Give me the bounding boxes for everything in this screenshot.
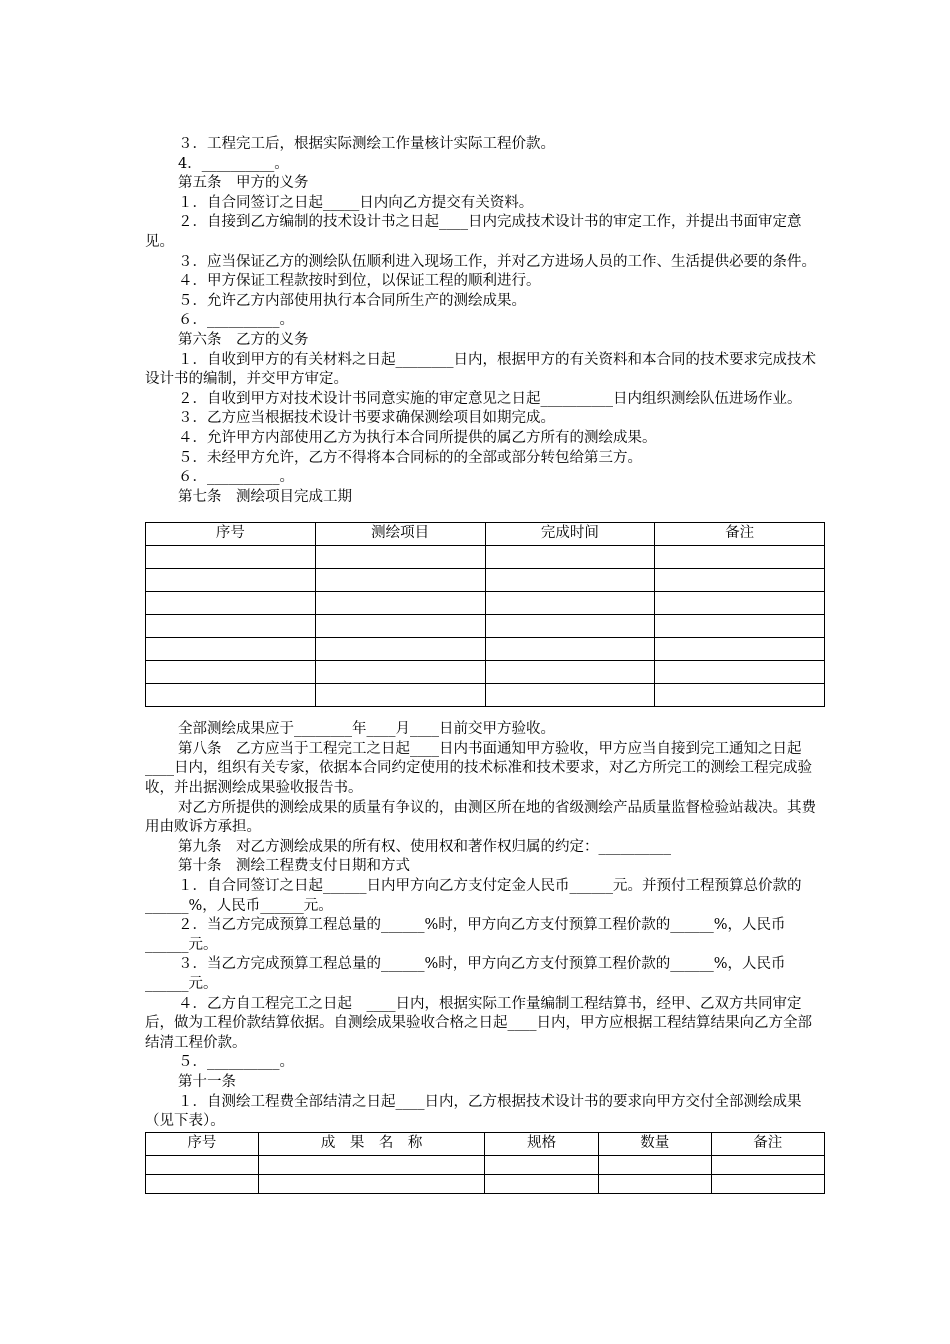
article-heading: 第五条 甲方的义务 xyxy=(178,175,309,192)
table-cell xyxy=(146,546,316,569)
paragraph: 对乙方所提供的测绘成果的质量有争议的，由测区所在地的省级测绘产品质量监督检验站裁决。其费用由败诉方承担。 xyxy=(145,799,816,836)
paragraph: 第八条 乙方应当于工程完工之日起____日内书面通知甲方验收，甲方应当自接到完工通知之日起____日内，组织有关专家，依据本合同约定使用的技术标准和技术要求，对乙方所完工的测绘工程完成验收，并出据测绘成果验收报告书。 xyxy=(145,740,812,797)
deliverables-table xyxy=(145,1132,825,1194)
table-cell xyxy=(485,684,655,707)
table-cell xyxy=(485,1155,598,1174)
paragraph: ６．__________。 xyxy=(178,469,294,486)
paragraph: １．自收到甲方的有关材料之日起________日内，根据甲方的有关资料和本合同的技术要求完成技术设计书的编制，并交甲方审定。 xyxy=(145,351,816,388)
paragraph: ２．自收到甲方对技术设计书同意实施的审定意见之日起__________日内组织测绘队伍进场作业。 xyxy=(178,390,802,407)
table-header-cell: 完成时间 xyxy=(485,523,655,546)
table-cell xyxy=(485,1174,598,1193)
paragraph: ５．允许乙方内部使用执行本合同所生产的测绘成果。 xyxy=(178,292,526,309)
table-header-cell: 数量 xyxy=(598,1132,711,1155)
table-row xyxy=(146,638,825,661)
table-cell xyxy=(315,684,485,707)
table-header-cell: 序号 xyxy=(146,1132,259,1155)
paragraph: ３．工程完工后，根据实际测绘工作量核计实际工程价款。 xyxy=(178,136,555,152)
table-cell xyxy=(146,684,316,707)
table-cell xyxy=(485,569,655,592)
paragraph: ２．当乙方完成预算工程总量的______%时，甲方向乙方支付预算工程价款的______%，人民币______元。 xyxy=(145,917,786,953)
article-heading: 第七条 测绘项目完成工期 xyxy=(178,488,352,505)
table-cell xyxy=(258,1155,485,1174)
paragraph: １．自测绘工程费全部结清之日起____日内，乙方根据技术设计书的要求向甲方交付全部测绘成果（见下表）。 xyxy=(145,1093,802,1130)
paragraph: １．自合同签订之日起______日内甲方向乙方支付定金人民币______元。并预付工程预算总价款的______%，人民币______元。 xyxy=(145,878,802,914)
table-cell xyxy=(598,1174,711,1193)
paragraph: ５．__________。 xyxy=(178,1054,294,1071)
table-cell xyxy=(655,546,825,569)
table-header-row xyxy=(146,1132,825,1155)
table-cell xyxy=(315,615,485,638)
table-cell xyxy=(315,638,485,661)
article-heading: 第六条 乙方的义务 xyxy=(178,331,309,348)
table-header-cell: 序号 xyxy=(146,523,316,546)
table-header-row xyxy=(146,523,825,546)
table-cell xyxy=(315,546,485,569)
table-cell xyxy=(485,592,655,615)
table-header-cell: 成 果 名 称 xyxy=(258,1132,485,1155)
table-header-cell: 测绘项目 xyxy=(315,523,485,546)
table-cell xyxy=(655,684,825,707)
table-row xyxy=(146,1155,825,1174)
table-cell xyxy=(315,592,485,615)
table-cell xyxy=(598,1155,711,1174)
paragraph: ２．自接到乙方编制的技术设计书之日起____日内完成技术设计书的审定工作，并提出书面审定意见。 xyxy=(145,214,802,250)
table-row xyxy=(146,569,825,592)
table-row xyxy=(146,615,825,638)
table-cell xyxy=(258,1174,485,1193)
paragraph: 第九条 对乙方测绘成果的所有权、使用权和著作权归属的约定：__________ xyxy=(178,838,671,855)
table-cell xyxy=(146,615,316,638)
paragraph: ４．允许甲方内部使用乙方为执行本合同所提供的属乙方所有的测绘成果。 xyxy=(178,429,657,446)
table-cell xyxy=(655,638,825,661)
paragraph: ４．乙方自工程完工之日起 ____日内，根据实际工作量编制工程结算书，经甲、乙双方共同审定后，做为工程价款结算依据。自测绘成果验收合格之日起____日内，甲方应根据工程结算结果向乙方全部结清工程价款。 xyxy=(145,995,812,1051)
table-cell xyxy=(711,1155,824,1174)
paragraph: ３．应当保证乙方的测绘队伍顺利进入现场工作，并对乙方进场人员的工作、生活提供必要的条件。 xyxy=(178,253,816,270)
paragraph: 全部测绘成果应于________年____月____日前交甲方验收。 xyxy=(178,721,555,738)
table-cell xyxy=(146,569,316,592)
table-header-cell: 规格 xyxy=(485,1132,598,1155)
document-page xyxy=(145,135,825,1194)
table-cell xyxy=(146,1174,259,1193)
paragraph: 4．__________。 xyxy=(178,155,289,172)
table-cell xyxy=(655,661,825,684)
paragraph: ４．甲方保证工程款按时到位，以保证工程的顺利进行。 xyxy=(178,273,541,290)
article-heading: 第十一条 xyxy=(178,1073,236,1090)
table-cell xyxy=(711,1174,824,1193)
table-cell xyxy=(485,638,655,661)
table-cell xyxy=(315,569,485,592)
paragraph: ３．乙方应当根据技术设计书要求确保测绘项目如期完成。 xyxy=(178,410,555,427)
table-cell xyxy=(485,661,655,684)
table-cell xyxy=(146,592,316,615)
table-cell xyxy=(655,592,825,615)
table-cell xyxy=(485,546,655,569)
table-cell xyxy=(315,661,485,684)
table-cell xyxy=(146,638,316,661)
table-header-cell: 备注 xyxy=(711,1132,824,1155)
paragraph: １．自合同签订之日起_____日内向乙方提交有关资料。 xyxy=(178,194,534,211)
table-cell xyxy=(655,569,825,592)
table-row xyxy=(146,592,825,615)
table-row xyxy=(146,684,825,707)
table-header-cell: 备注 xyxy=(655,523,825,546)
table-cell xyxy=(485,615,655,638)
paragraph: ３．当乙方完成预算工程总量的______%时，甲方向乙方支付预算工程价款的______%，人民币______元。 xyxy=(145,956,786,992)
table-cell xyxy=(655,615,825,638)
paragraph: ６．__________。 xyxy=(178,312,294,329)
table-row xyxy=(146,1174,825,1193)
article-heading: 第十条 测绘工程费支付日期和方式 xyxy=(178,858,410,875)
paragraph: ５．未经甲方允许，乙方不得将本合同标的的全部或部分转包给第三方。 xyxy=(178,449,642,466)
table-cell xyxy=(146,661,316,684)
table-row xyxy=(146,661,825,684)
completion-schedule-table xyxy=(145,522,825,707)
table-cell xyxy=(146,1155,259,1174)
table-row xyxy=(146,546,825,569)
